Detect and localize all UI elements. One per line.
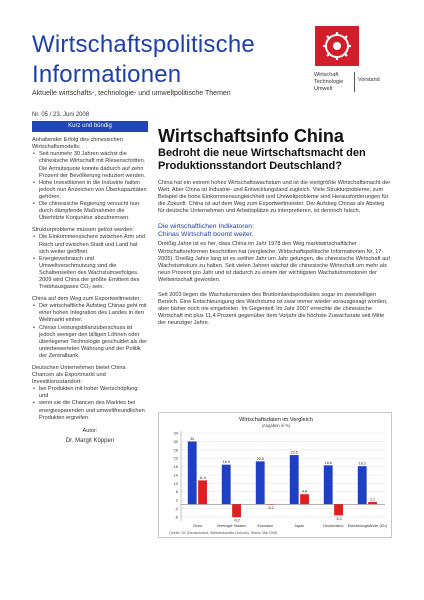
y-tick-label: 26 — [173, 447, 178, 453]
data-label: 30 — [190, 436, 195, 441]
article-paragraph: Seit 2003 liegen die Wachstumsraten des Bruttoinlandsproduktes sogar im zweistelligen Bereich. Eine Entschleunigung des Wachstums ist zwar immer wieder vorausgesagt worden, aber bisher noch nie eingetreten. Im Gegenteil: Im Jahr 2007 erreichte die chinesische Wirtschaft mit plus 11,4 Prozent gegenüber dem Vorjahr die höchste Zuwachsrate seit Mitte der neunziger Jahre. — [158, 292, 388, 327]
y-tick-label: 10 — [173, 480, 178, 486]
org-departments — [314, 72, 343, 93]
publication-subtitle: Aktuelle wirtschafts-, technologie- und umweltpolitische Themen — [32, 90, 231, 97]
list-item: • Hohe Investitionen in die Industrie halten jedoch nun Anzeichen von Überkapazitäten gehören. — [32, 180, 148, 201]
data-label: 18.6 — [324, 460, 332, 465]
gear-logo-icon — [315, 26, 359, 66]
sidebar-list — [32, 234, 148, 291]
data-label: 18.2 — [358, 461, 366, 466]
author-label: Autor: — [82, 427, 98, 434]
chart-title: Wirtschaftsdaten im Vergleich — [239, 417, 313, 423]
article-paragraph: China hat ein extrem hohes Wirtschaftswachstum und ist die viertgrößte Wirtschaftsmacht der Welt. Aber China ist Industrie- und Entwicklungsland zugleich. Viele Strukturprobleme, zum Beispiel die hohe Einkommensungleichheit und Umweltprobleme sind Herausforderungen für die Zukunft. China ist auf dem Weg zum Exportweltmeister. Der Aufstieg Chinas als Abstieg für deutsche Unternehmen und Arbeitsplätze zu interpretieren, ist dennoch falsch. — [158, 180, 391, 215]
y-tick-label: 30 — [173, 438, 178, 444]
issue-number: Nr. 05 / 23. Juni 2008 — [32, 112, 90, 118]
y-tick-label: 34 — [173, 430, 178, 436]
data-label: -6.2 — [233, 518, 240, 523]
bar-series-b — [232, 504, 241, 517]
x-tick-label: Deutschland — [323, 524, 344, 528]
union-logo — [315, 26, 359, 66]
sidebar-heading: Deutschen Unternehmen bietet China Chancen als Exportmarkt und Investitionsstandort: — [32, 365, 126, 386]
bar-series-b — [198, 480, 207, 504]
list-item: • Chinas Leistungsbilanzüberschuss ist jedoch weniger den billigen Löhnen oder überlegener Technologie geschuldet als der unterbewerteten Währung und der Politik der Zentralbank. — [32, 325, 148, 360]
data-label: -0.2 — [267, 506, 274, 511]
bar-series-a — [188, 441, 197, 504]
list-item: • Energieverbrauch und Umweltverschmutzung sind die Schattenseiten des Wachstumserfolges. 2009 wird China der größte Emittent des Treibhausgases CO₂ sein. — [32, 256, 148, 291]
economic-data-chart — [158, 412, 392, 538]
y-tick-label: 6 — [175, 489, 178, 495]
article-paragraph: Dreißig Jahre ist es her, dass China im Jahr 1978 den Weg marktwirtschaftlicher Wirtschaftsreformen beschritten hat (vergleiche: Wirtschaftspolitische Informationen Nr. 17-2005). Dreißig Jahre lang ist es seither Jahr um Jahr gelungen, die chinesische Wirtschaft auf Wachstumskurs zu halten. Seit vielen Jahren wächst die chinesische Wirtschaft um mehr als neun Prozent pro Jahr und ist dadurch zu einem der wichtigsten Wachstumsmotoren der Weltwirtschaft geworden. — [158, 241, 390, 283]
x-tick-label: Entwicklungsländer (EU) — [347, 524, 388, 528]
bar-series-b — [300, 494, 309, 504]
chart-subtitle: (Angaben in %) — [261, 423, 291, 428]
section-heading — [158, 223, 392, 239]
publication-title-line2: Informationen — [32, 61, 182, 88]
sidebar-heading: Anhaltender Erfolg des chinesischen Wirtschaftsmodells: — [32, 137, 123, 151]
bar-series-a — [358, 466, 367, 504]
y-tick-label: 14 — [173, 472, 178, 478]
data-label: 23.5 — [290, 450, 298, 455]
data-label: 4.8 — [302, 489, 308, 494]
bar-series-b — [334, 504, 343, 515]
data-label: -5.3 — [335, 516, 342, 521]
org-line: Technologie — [314, 79, 344, 85]
y-tick-label: 22 — [173, 455, 178, 461]
data-label: 11.4 — [199, 475, 206, 480]
article-title: Wirtschaftsinfo China — [158, 126, 344, 146]
x-tick-label: Japan — [294, 524, 305, 528]
publication-title-line1: Wirtschaftspolitische — [32, 31, 255, 58]
chart-source: Quelle: IW (Deutschland, Weltwirtschafts-Outlook), Stand: Mai 2008 — [169, 531, 277, 535]
list-item: • wenn sie die Chancen des Marktes bei energiesparenden und umweltfreundlichen Produkten ergreifen. — [32, 400, 148, 421]
org-divider — [354, 72, 355, 92]
data-label: 1.1 — [370, 497, 376, 502]
bar-series-a — [256, 461, 265, 504]
main-article — [158, 126, 392, 328]
y-tick-label: -2 — [174, 505, 178, 511]
list-item: • Die chinesische Regierung versucht nun durch dämpfende Maßnahmen die Überhitzte Konjunktur abzubremsen. — [32, 201, 148, 222]
y-tick-label: 18 — [173, 464, 178, 470]
summary-tag: Kurz und bündig — [32, 121, 148, 132]
org-line: Umwelt — [314, 86, 333, 92]
list-item: • bei Produkten mit hoher Wertschöpfung und — [32, 386, 148, 400]
list-item: • Die Einkommensschere zwischen Arm und Reich und zwischen Stadt und Land hat sich weiter geöffnet. — [32, 234, 148, 255]
x-tick-label: Vereinigte Staaten — [216, 524, 247, 528]
bar-series-a — [222, 465, 231, 505]
org-line: Wirtschaft — [314, 72, 339, 78]
list-item: • Der wirtschaftliche Aufstieg Chinas geht mit einer hohen Integration des Landes in den Weltmarkt einher. — [32, 303, 148, 324]
bar-chart-plot — [159, 413, 393, 539]
summary-sidebar — [32, 112, 148, 445]
y-tick-label: 2 — [175, 497, 178, 503]
y-tick-label: -6 — [174, 514, 178, 520]
sidebar-list — [32, 151, 148, 222]
section-heading-line2: Chinas Wirtschaft boomt weiter. — [158, 231, 254, 239]
sidebar-list — [32, 386, 148, 421]
bar-series-a — [290, 455, 299, 504]
section-heading-line1: Die wirtschaftlichen Indikatoren: — [158, 223, 254, 231]
org-board: Vorstand — [358, 77, 380, 83]
data-label: 18.9 — [222, 460, 230, 465]
article-subtitle: Bedroht die neue Wirtschaftsmacht den Produktionsstandort Deutschland? — [158, 147, 366, 172]
sidebar-heading: China auf dem Weg zum Exportweltmeister: — [32, 296, 142, 303]
bar-series-b — [368, 502, 377, 504]
x-tick-label: China — [192, 524, 203, 528]
x-tick-label: Euroraum — [257, 524, 274, 528]
author-name: Dr. Margit Köppen — [65, 437, 115, 444]
sidebar-heading: Strukturprobleme müssen gelöst werden: — [32, 227, 134, 234]
sidebar-list — [32, 303, 148, 360]
data-label: 20.5 — [256, 456, 264, 461]
publication-title — [32, 30, 255, 90]
list-item: • Seit nunmehr 30 Jahren wächst die chinesische Wirtschaft mit Riesenschritten. Die Armutsquote konnte dadurch auf zehn Prozent der Bevölkerung reduziert werden. — [32, 151, 148, 179]
bar-series-a — [324, 465, 333, 504]
